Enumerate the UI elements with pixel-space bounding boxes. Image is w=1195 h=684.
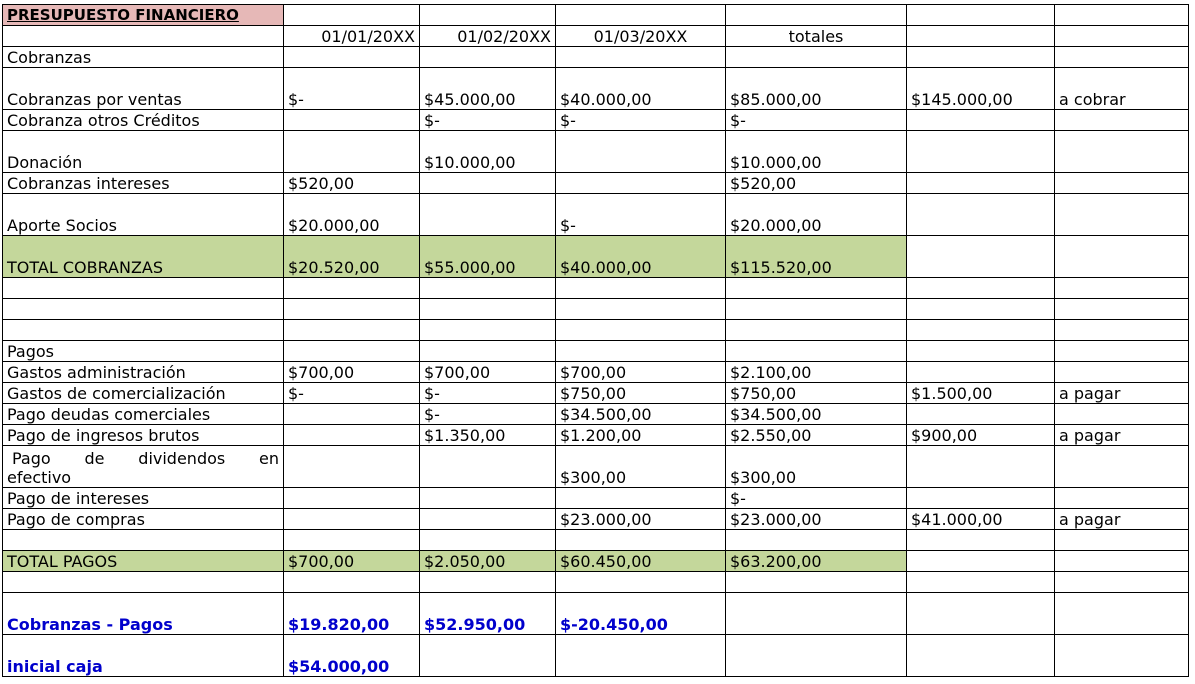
cell[interactable] [420, 5, 556, 26]
cell[interactable] [726, 320, 907, 341]
value-cell[interactable]: $300,00 [726, 446, 907, 488]
cell[interactable] [1055, 593, 1189, 635]
value-cell[interactable]: $2.050,00 [420, 551, 556, 572]
value-cell[interactable] [907, 362, 1055, 383]
cell[interactable] [907, 593, 1055, 635]
value-cell[interactable]: $1.350,00 [420, 425, 556, 446]
cell[interactable] [420, 635, 556, 677]
value-cell[interactable]: $750,00 [556, 383, 726, 404]
cell[interactable] [907, 551, 1055, 572]
row-label[interactable]: inicial caja [3, 635, 284, 677]
section-label-pagos[interactable]: Pagos [3, 341, 284, 362]
table-row [3, 131, 1189, 173]
table-row [3, 425, 1189, 446]
value-cell[interactable]: $1.500,00 [907, 383, 1055, 404]
cell[interactable] [726, 572, 907, 593]
cell[interactable] [556, 341, 726, 362]
value-cell[interactable] [556, 173, 726, 194]
value-cell[interactable]: $45.000,00 [420, 68, 556, 110]
value-cell[interactable]: $2.550,00 [726, 425, 907, 446]
label-word: dividendos [138, 449, 226, 468]
cell[interactable] [556, 47, 726, 68]
note-cell[interactable] [1055, 110, 1189, 131]
label-word: en [259, 449, 279, 468]
header-row [3, 26, 1189, 47]
value-cell[interactable]: $40.000,00 [556, 236, 726, 278]
note-cell[interactable] [1055, 362, 1189, 383]
table-row [3, 110, 1189, 131]
cell[interactable] [1055, 5, 1189, 26]
row-label[interactable]: Cobranzas por ventas [3, 68, 284, 110]
cell[interactable] [726, 635, 907, 677]
cell[interactable] [726, 530, 907, 551]
table-row [3, 383, 1189, 404]
cell[interactable] [907, 47, 1055, 68]
value-cell[interactable]: $- [556, 110, 726, 131]
cell[interactable] [556, 299, 726, 320]
column-header-date-1[interactable]: 01/01/20XX [284, 26, 420, 47]
cell[interactable] [726, 278, 907, 299]
note-cell[interactable]: a pagar [1055, 383, 1189, 404]
cell[interactable] [907, 572, 1055, 593]
cell[interactable] [907, 26, 1055, 47]
cell[interactable] [284, 47, 420, 68]
cell[interactable] [726, 593, 907, 635]
row-label[interactable]: Cobranzas - Pagos [3, 593, 284, 635]
cell[interactable] [1055, 26, 1189, 47]
value-cell[interactable] [907, 488, 1055, 509]
value-cell[interactable] [284, 425, 420, 446]
value-cell[interactable]: $41.000,00 [907, 509, 1055, 530]
note-cell[interactable] [1055, 173, 1189, 194]
column-header-date-3[interactable]: 01/03/20XX [556, 26, 726, 47]
cell[interactable] [556, 572, 726, 593]
table-row [3, 194, 1189, 236]
cell[interactable] [1055, 551, 1189, 572]
value-cell[interactable] [420, 173, 556, 194]
cell[interactable] [420, 530, 556, 551]
value-cell[interactable]: $1.200,00 [556, 425, 726, 446]
row-label[interactable]: Pago de intereses [3, 488, 284, 509]
cell[interactable] [726, 47, 907, 68]
value-cell[interactable]: $52.950,00 [420, 593, 556, 635]
value-cell[interactable] [284, 446, 420, 488]
value-cell[interactable]: $23.000,00 [556, 509, 726, 530]
cell[interactable] [284, 341, 420, 362]
cell[interactable] [420, 278, 556, 299]
value-cell[interactable] [907, 131, 1055, 173]
value-cell[interactable]: $85.000,00 [726, 68, 907, 110]
cell[interactable] [420, 47, 556, 68]
row-label[interactable]: TOTAL PAGOS [3, 551, 284, 572]
value-cell[interactable]: $10.000,00 [420, 131, 556, 173]
cell[interactable] [1055, 635, 1189, 677]
value-cell[interactable]: $300,00 [556, 446, 726, 488]
diferencia-row [3, 593, 1189, 635]
cell[interactable] [907, 299, 1055, 320]
cell[interactable] [907, 635, 1055, 677]
cell[interactable] [907, 341, 1055, 362]
value-cell[interactable]: $55.000,00 [420, 236, 556, 278]
value-cell[interactable]: $2.100,00 [726, 362, 907, 383]
value-cell[interactable] [907, 110, 1055, 131]
cell[interactable] [284, 530, 420, 551]
section-label-cobranzas[interactable]: Cobranzas [3, 47, 284, 68]
value-cell[interactable]: $- [726, 110, 907, 131]
cell[interactable] [420, 299, 556, 320]
column-header-totales[interactable]: totales [726, 26, 907, 47]
cell[interactable] [907, 530, 1055, 551]
value-cell[interactable]: $40.000,00 [556, 68, 726, 110]
value-cell[interactable]: $- [556, 194, 726, 236]
value-cell[interactable]: $900,00 [907, 425, 1055, 446]
value-cell[interactable]: $700,00 [420, 362, 556, 383]
table-row [3, 446, 1189, 488]
table-row [3, 404, 1189, 425]
row-label[interactable]: Pago de ingresos brutos [3, 425, 284, 446]
table-row [3, 488, 1189, 509]
note-cell[interactable]: a pagar [1055, 509, 1189, 530]
label-word: Pago [12, 449, 51, 468]
cell[interactable] [1055, 572, 1189, 593]
value-cell[interactable] [420, 446, 556, 488]
inicial-caja-row [3, 635, 1189, 677]
cell[interactable] [726, 5, 907, 26]
value-cell[interactable] [907, 173, 1055, 194]
empty-row [3, 278, 1189, 299]
cell[interactable] [3, 26, 284, 47]
value-cell[interactable]: $10.000,00 [726, 131, 907, 173]
budget-table [2, 4, 1189, 677]
cell[interactable] [1055, 320, 1189, 341]
value-cell[interactable]: $520,00 [726, 173, 907, 194]
cell[interactable] [907, 320, 1055, 341]
empty-row [3, 320, 1189, 341]
row-label[interactable]: TOTAL COBRANZAS [3, 236, 284, 278]
note-cell[interactable]: a cobrar [1055, 68, 1189, 110]
total-cobranzas-row [3, 236, 1189, 278]
note-cell[interactable] [1055, 194, 1189, 236]
label-word: de [84, 449, 105, 468]
value-cell[interactable]: $700,00 [284, 551, 420, 572]
row-label[interactable]: Gastos de comercialización [3, 383, 284, 404]
cell[interactable] [284, 572, 420, 593]
value-cell[interactable] [284, 488, 420, 509]
table-row [3, 68, 1189, 110]
title-row [3, 5, 1189, 26]
table-row [3, 362, 1189, 383]
total-pagos-row [3, 551, 1189, 572]
value-cell[interactable]: $23.000,00 [726, 509, 907, 530]
value-cell[interactable]: $20.520,00 [284, 236, 420, 278]
value-cell[interactable]: $- [420, 404, 556, 425]
cell[interactable] [556, 5, 726, 26]
value-cell[interactable] [556, 488, 726, 509]
cell[interactable] [907, 5, 1055, 26]
value-cell[interactable] [420, 509, 556, 530]
empty-row [3, 299, 1189, 320]
value-cell[interactable]: $20.000,00 [284, 194, 420, 236]
row-label-line-1 [7, 449, 279, 468]
cell[interactable] [3, 278, 284, 299]
cell[interactable] [284, 320, 420, 341]
row-label[interactable]: Gastos administración [3, 362, 284, 383]
value-cell[interactable]: $63.200,00 [726, 551, 907, 572]
value-cell[interactable]: $145.000,00 [907, 68, 1055, 110]
value-cell[interactable] [284, 131, 420, 173]
value-cell[interactable]: $20.000,00 [726, 194, 907, 236]
cell[interactable] [1055, 236, 1189, 278]
cell[interactable] [726, 341, 907, 362]
cell[interactable] [556, 635, 726, 677]
value-cell[interactable] [284, 404, 420, 425]
row-label[interactable]: Donación [3, 131, 284, 173]
empty-row [3, 572, 1189, 593]
note-cell[interactable] [1055, 404, 1189, 425]
cell[interactable] [420, 341, 556, 362]
cell[interactable] [284, 299, 420, 320]
cell[interactable] [1055, 341, 1189, 362]
value-cell[interactable]: $54.000,00 [284, 635, 420, 677]
row-label[interactable]: Aporte Socios [3, 194, 284, 236]
cell[interactable] [3, 572, 284, 593]
value-cell[interactable]: $700,00 [284, 362, 420, 383]
value-cell[interactable] [907, 446, 1055, 488]
row-label-line-2: efectivo [7, 468, 72, 487]
value-cell[interactable]: $- [284, 383, 420, 404]
row-label[interactable]: Cobranzas intereses [3, 173, 284, 194]
note-cell[interactable] [1055, 131, 1189, 173]
empty-row [3, 530, 1189, 551]
row-label[interactable]: Pago deudas comerciales [3, 404, 284, 425]
cell[interactable] [420, 320, 556, 341]
cell[interactable] [556, 530, 726, 551]
value-cell[interactable]: $- [284, 68, 420, 110]
value-cell[interactable]: $520,00 [284, 173, 420, 194]
cell[interactable] [556, 320, 726, 341]
note-cell[interactable] [1055, 488, 1189, 509]
value-cell[interactable] [556, 131, 726, 173]
value-cell[interactable]: $34.500,00 [556, 404, 726, 425]
value-cell[interactable]: $750,00 [726, 383, 907, 404]
value-cell[interactable]: $34.500,00 [726, 404, 907, 425]
cell[interactable] [1055, 299, 1189, 320]
row-label[interactable]: Pago de compras [3, 509, 284, 530]
value-cell[interactable] [284, 110, 420, 131]
section-header-row [3, 47, 1189, 68]
row-label-wrapped[interactable] [3, 446, 284, 488]
cell[interactable] [3, 320, 284, 341]
value-cell[interactable] [420, 194, 556, 236]
section-header-row [3, 341, 1189, 362]
note-cell[interactable]: a pagar [1055, 425, 1189, 446]
cell[interactable] [1055, 47, 1189, 68]
cell[interactable] [420, 572, 556, 593]
table-row [3, 173, 1189, 194]
value-cell[interactable]: $700,00 [556, 362, 726, 383]
cell[interactable] [907, 278, 1055, 299]
sheet-title[interactable]: PRESUPUESTO FINANCIERO [3, 5, 284, 26]
note-cell[interactable] [1055, 446, 1189, 488]
column-header-date-2[interactable]: 01/02/20XX [420, 26, 556, 47]
table-row [3, 509, 1189, 530]
cell[interactable] [284, 278, 420, 299]
value-cell[interactable] [420, 488, 556, 509]
value-cell[interactable] [907, 194, 1055, 236]
cell[interactable] [556, 278, 726, 299]
cell[interactable] [3, 530, 284, 551]
value-cell[interactable] [284, 509, 420, 530]
cell[interactable] [1055, 530, 1189, 551]
row-label[interactable]: Cobranza otros Créditos [3, 110, 284, 131]
cell[interactable] [907, 236, 1055, 278]
cell[interactable] [284, 5, 420, 26]
cell[interactable] [1055, 278, 1189, 299]
value-cell[interactable]: $115.520,00 [726, 236, 907, 278]
value-cell[interactable]: $-20.450,00 [556, 593, 726, 635]
value-cell[interactable]: $- [726, 488, 907, 509]
value-cell[interactable]: $19.820,00 [284, 593, 420, 635]
cell[interactable] [3, 299, 284, 320]
value-cell[interactable]: $- [420, 383, 556, 404]
value-cell[interactable] [907, 404, 1055, 425]
cell[interactable] [726, 299, 907, 320]
value-cell[interactable]: $- [420, 110, 556, 131]
value-cell[interactable]: $60.450,00 [556, 551, 726, 572]
